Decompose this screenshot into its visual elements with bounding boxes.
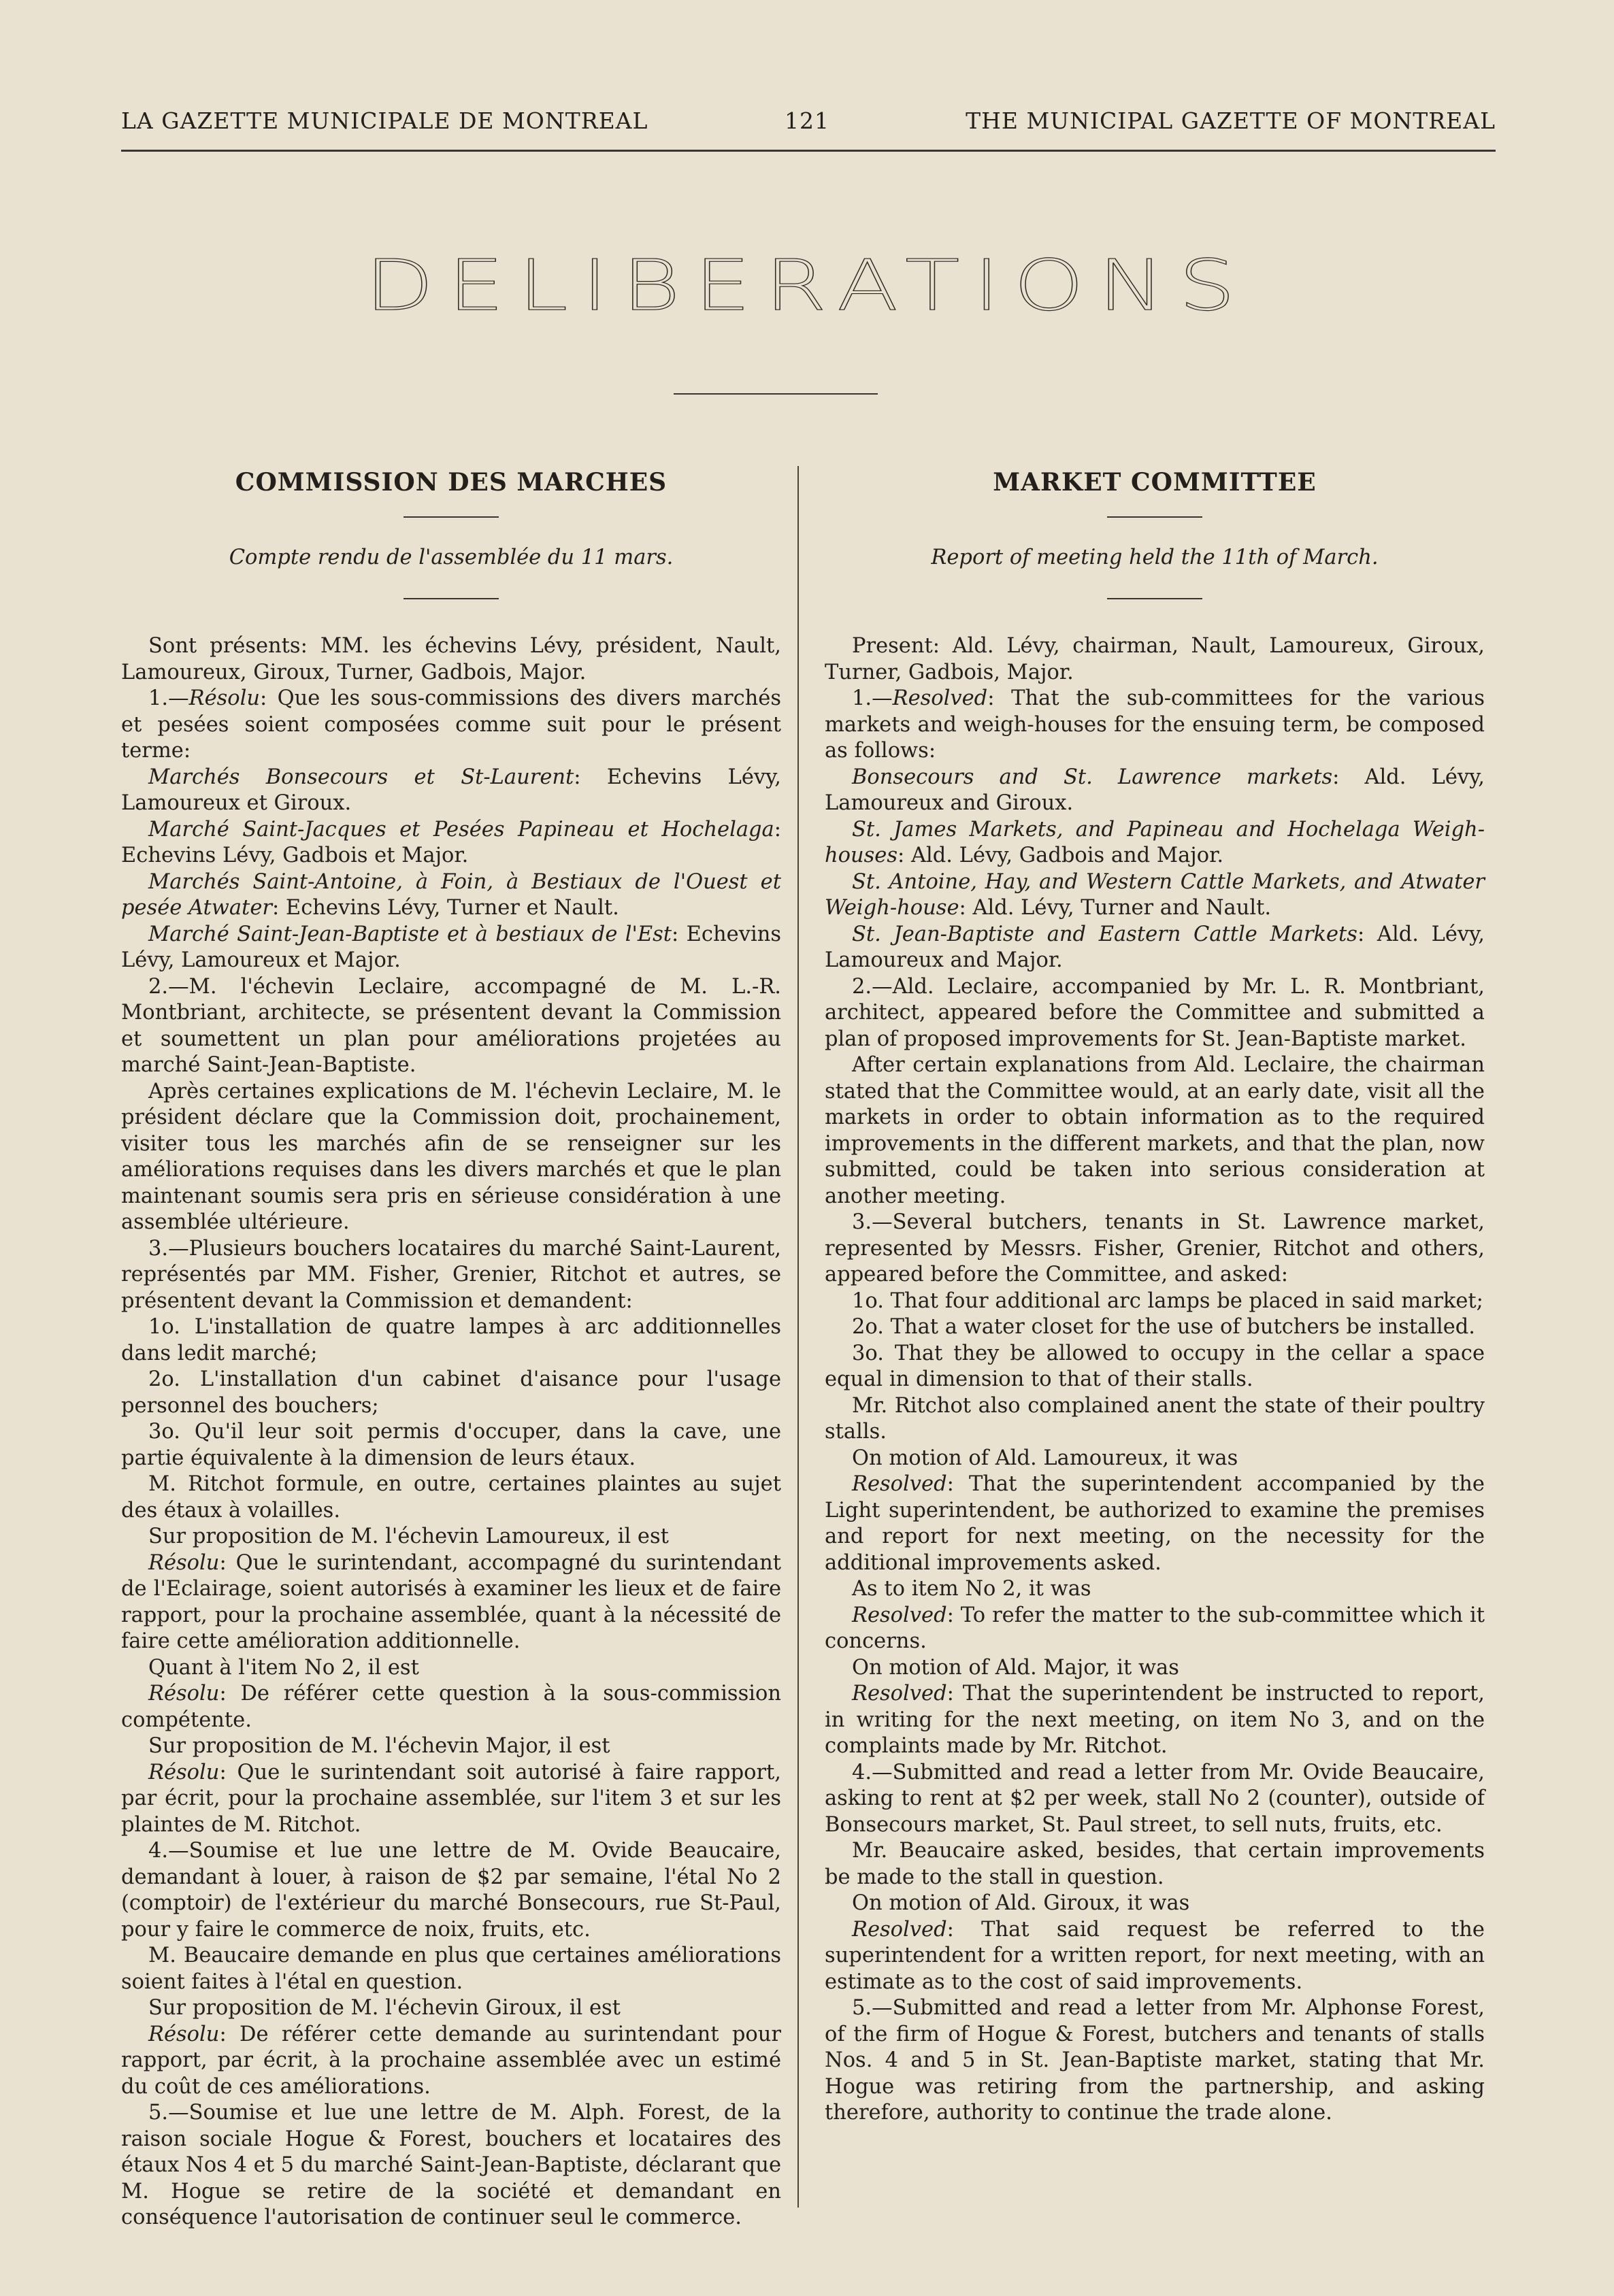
en-paragraph: 2o. That a water closet for the use of butchers be installed. [852, 1315, 1475, 1339]
fr-paragraph: Marchés Bonsecours et St-Laurent: Echevins Lévy, Lamoureux et Giroux. [121, 765, 781, 815]
fr-paragraph: Résolu: Que le surintendant soit autorisé à faire rapport, par écrit, pour la prochaine assemblée, sur l'item 3 et sur les plaintes de M. Ritchot. [121, 1760, 781, 1837]
en-paragraph: 3.—Several butchers, tenants in St. Lawrence market, represented by Messrs. Fisher, Grenier, Ritchot and others, appeared before the Committee, and asked: [825, 1210, 1485, 1286]
en-paragraph: St. Jean-Baptiste and Eastern Cattle Markets: Ald. Lévy, Lamoureux and Major. [825, 922, 1485, 972]
en-paragraph: 1.—Resolved: That the sub-committees for the various markets and weigh-houses for the ensuing term, be composed as follows: [825, 686, 1485, 763]
fr-paragraph: Sur proposition de M. l'échevin Lamoureux, il est [148, 1525, 669, 1548]
column-divider [797, 466, 799, 2208]
en-paragraph: As to item No 2, it was [852, 1577, 1091, 1601]
fr-paragraph: M. Beaucaire demande en plus que certaines améliorations soient faites à l'étal en question. [121, 1944, 781, 1994]
french-subtitle-rule [404, 598, 499, 599]
fr-paragraph: 1.—Résolu: Que les sous-commissions des divers marchés et pesées soient composées comme suit pour le présent terme: [121, 686, 781, 763]
french-column [121, 469, 781, 2231]
en-paragraph: 2.—Ald. Leclaire, accompanied by Mr. L. R. Montbriant, architect, appeared before the Committee and submitted a plan of proposed improvements for St. Jean-Baptiste market. [825, 974, 1485, 1051]
en-paragraph: On motion of Ald. Lamoureux, it was [852, 1446, 1238, 1470]
fr-paragraph: Sur proposition de M. l'échevin Giroux, il est [148, 1996, 621, 2020]
en-paragraph: Resolved: That the superintendent be instructed to report, in writing for the next meeting, on item No 3, and on the complaints made by Mr. Ritchot. [825, 1682, 1485, 1758]
fr-paragraph: Sont présents: MM. les échevins Lévy, président, Nault, Lamoureux, Giroux, Turner, Gadbois, Major. [121, 634, 781, 684]
en-paragraph: 1o. That four additional arc lamps be placed in said market; [852, 1288, 1483, 1313]
english-subtitle-rule [1107, 598, 1202, 599]
page-title: DELIBERATIONS [365, 245, 1249, 327]
en-paragraph: Bonsecours and St. Lawrence markets: Ald. Lévy, Lamoureux and Giroux. [825, 765, 1485, 815]
french-subtitle: Compte rendu de l'assemblée du 11 mars. [229, 545, 674, 569]
en-paragraph: Resolved: To refer the matter to the sub-committee which it concerns. [825, 1603, 1485, 1653]
en-paragraph: Mr. Beaucaire asked, besides, that certain improvements be made to the stall in question. [825, 1839, 1485, 1889]
en-paragraph: On motion of Ald. Major, it was [852, 1655, 1179, 1680]
fr-paragraph: Marchés Saint-Antoine, à Foin, à Bestiaux de l'Ouest et pesée Atwater: Echevins Lévy, Turner et Nault. [121, 869, 781, 920]
en-paragraph: On motion of Ald. Giroux, it was [852, 1891, 1190, 1915]
en-paragraph: Resolved: That the superintendent accompanied by the Light superintendent, be authorized to examine the premises and report for next meeting, on the necessity for the additional improvements asked. [825, 1472, 1485, 1575]
english-subtitle: Report of meeting held the 11th of March. [931, 545, 1379, 569]
fr-paragraph: Résolu: De référer cette demande au surintendant pour rapport, par écrit, à la prochaine assemblée avec un estimé du coût de ces améliorations. [121, 2022, 781, 2099]
page-number: 121 [785, 107, 829, 134]
fr-paragraph: 5.—Soumise et lue une lettre de M. Alph. Forest, de la raison sociale Hogue & Forest, bouchers et locataires des étaux Nos 4 et 5 du marché Saint-Jean-Baptiste, déclarant que M. Hogue se retire de la société et demandant en conséquence l'autorisation de continuer seul le commerce. [121, 2101, 781, 2229]
fr-paragraph: 2o. L'installation d'un cabinet d'aisance pour l'usage personnel des bouchers; [121, 1367, 781, 1418]
french-heading-rule [404, 516, 499, 518]
fr-paragraph: Résolu: Que le surintendant, accompagné du surintendant de l'Eclairage, soient autorisés à examiner les lieux et de faire rapport, pour la prochaine assemblée, quant à la nécessité de faire cette amélioration additionnelle. [121, 1550, 781, 1653]
title-rule [674, 393, 878, 395]
english-heading-rule [1107, 516, 1202, 518]
english-column [825, 469, 1485, 2127]
en-paragraph: Present: Ald. Lévy, chairman, Nault, Lamoureux, Giroux, Turner, Gadbois, Major. [825, 634, 1485, 684]
fr-paragraph: 3.—Plusieurs bouchers locataires du marché Saint-Laurent, représentés par MM. Fisher, Grenier, Ritchot et autres, se présentent devant la Commission et demandent: [121, 1236, 781, 1313]
fr-paragraph: Après certaines explications de M. l'échevin Leclaire, M. le président déclare que la Commission doit, prochainement, visiter tous les marchés afin de se renseigner sur les améliorations requises dans les divers marchés et que le plan maintenant soumis sera pris en sérieuse considération à une assemblée ultérieure. [121, 1079, 781, 1234]
en-paragraph: 5.—Submitted and read a letter from Mr. Alphonse Forest, of the firm of Hogue & Forest, butchers and tenants of stalls Nos. 4 and 5 in St. Jean-Baptiste market, stating that Mr. Hogue was retiring from the partnership, and asking therefore, authority to continue the trade alone. [825, 1996, 1485, 2125]
fr-paragraph: Sur proposition de M. l'échevin Major, il est [148, 1734, 610, 1758]
header-rule [121, 150, 1496, 152]
en-paragraph: 3o. That they be allowed to occupy in the cellar a space equal in dimension to that of their stalls. [825, 1341, 1485, 1391]
french-heading: COMMISSION DES MARCHES [235, 468, 668, 497]
header-right-title: THE MUNICIPAL GAZETTE OF MONTREAL [966, 107, 1496, 134]
fr-paragraph: 2.—M. l'échevin Leclaire, accompagné de M. L.-R. Montbriant, architecte, se présentent devant la Commission et soumettent un plan pour améliorations projetées au marché Saint-Jean-Baptiste. [121, 974, 781, 1077]
en-paragraph: 4.—Submitted and read a letter from Mr. Ovide Beaucaire, asking to rent at $2 per week, stall No 2 (counter), outside of Bonsecours market, St. Paul street, to sell nuts, fruits, etc. [825, 1760, 1485, 1837]
en-paragraph: After certain explanations from Ald. Leclaire, the chairman stated that the Committee would, at an early date, visit all the markets in order to obtain information as to the required improvements in the different markets, and that the plan, now submitted, could be taken into serious consideration at another meeting. [825, 1053, 1485, 1208]
fr-paragraph: Quant à l'item No 2, il est [148, 1655, 419, 1680]
header-left-title: LA GAZETTE MUNICIPALE DE MONTREAL [121, 107, 648, 134]
en-paragraph: St. James Markets, and Papineau and Hochelaga Weigh-houses: Ald. Lévy, Gadbois and Major. [825, 817, 1485, 867]
fr-paragraph: 4.—Soumise et lue une lettre de M. Ovide Beaucaire, demandant à louer, à raison de $2 par semaine, l'étal No 2 (comptoir) de l'extérieur du marché Bonsecours, rue St-Paul, pour y faire le commerce de noix, fruits, etc. [121, 1839, 781, 1942]
fr-paragraph: Marché Saint-Jean-Baptiste et à bestiaux de l'Est: Echevins Lévy, Lamoureux et Major. [121, 922, 781, 972]
fr-paragraph: Résolu: De référer cette question à la sous-commission compétente. [121, 1682, 781, 1732]
en-paragraph: Resolved: That said request be referred to the superintendent for a written report, for next meeting, with an estimate as to the cost of said improvements. [825, 1917, 1485, 1994]
en-paragraph: Mr. Ritchot also complained anent the state of their poultry stalls. [825, 1393, 1485, 1444]
english-heading: MARKET COMMITTEE [993, 468, 1317, 497]
en-paragraph: St. Antoine, Hay, and Western Cattle Markets, and Atwater Weigh-house: Ald. Lévy, Turner and Nault. [825, 869, 1485, 920]
fr-paragraph: 1o. L'installation de quatre lampes à arc additionnelles dans ledit marché; [121, 1315, 781, 1365]
fr-paragraph: 3o. Qu'il leur soit permis d'occuper, dans la cave, une partie équivalente à la dimension de leurs étaux. [121, 1420, 781, 1470]
fr-paragraph: Marché Saint-Jacques et Pesées Papineau et Hochelaga: Echevins Lévy, Gadbois et Major. [121, 817, 781, 867]
fr-paragraph: M. Ritchot formule, en outre, certaines plaintes au sujet des étaux à volailles. [121, 1472, 781, 1523]
